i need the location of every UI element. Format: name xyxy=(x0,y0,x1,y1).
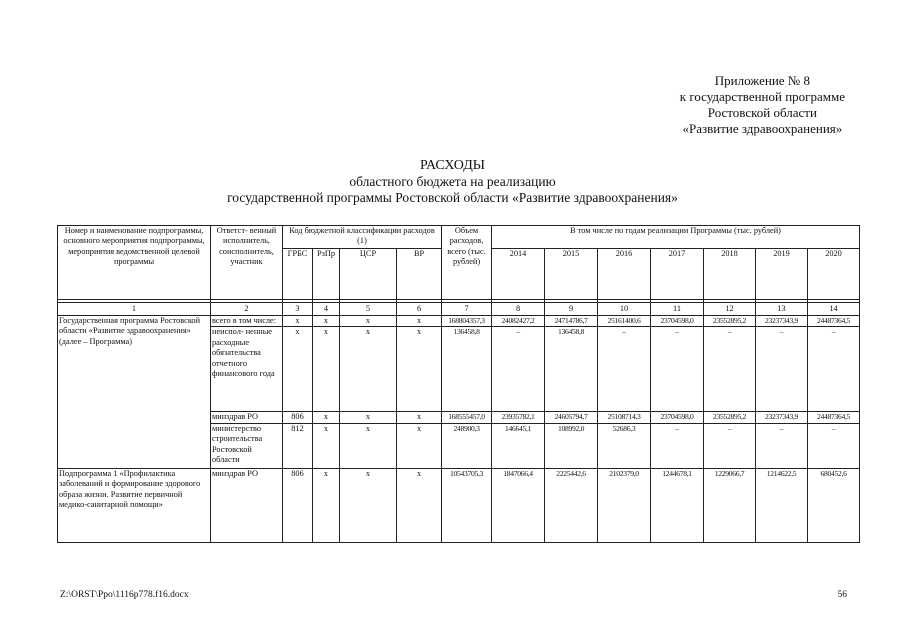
rzpr-cell: x xyxy=(313,468,340,542)
vr-cell: x xyxy=(397,327,442,412)
value-cell: 1229066,7 xyxy=(704,468,756,542)
appendix-line: «Развитие здравоохранения» xyxy=(682,121,843,136)
value-cell: 1847066,4 xyxy=(492,468,545,542)
value-cell: 25161400,6 xyxy=(598,316,651,327)
total-cell: 168804357,3 xyxy=(442,316,492,327)
value-cell: – xyxy=(704,423,756,468)
appendix-header xyxy=(680,73,845,137)
header-budget-code: Код бюджетной классификации расходов (1) xyxy=(283,226,442,249)
header-year: 2016 xyxy=(598,249,651,300)
value-cell: 2225442,6 xyxy=(545,468,598,542)
program-name: Государственная программа Ростовской области «Развитие здравоохранения» (далее – Программа) xyxy=(58,316,211,469)
executor-cell: всего в том числе: xyxy=(211,316,283,327)
header-grbs: ГРБС xyxy=(283,249,313,300)
rzpr-cell: x xyxy=(313,327,340,412)
value-cell: 680452,6 xyxy=(808,468,860,542)
appendix-line: Ростовской области xyxy=(707,105,817,120)
grbs-cell: x xyxy=(283,316,313,327)
rzpr-cell: x xyxy=(313,412,340,423)
expenses-table xyxy=(57,225,860,543)
table-row xyxy=(58,316,860,327)
vr-cell: x xyxy=(397,412,442,423)
value-cell: 108992,0 xyxy=(545,423,598,468)
value-cell: 23552895,2 xyxy=(704,316,756,327)
grbs-cell: x xyxy=(283,327,313,412)
header-year: 2020 xyxy=(808,249,860,300)
column-number: 8 xyxy=(492,303,545,316)
value-cell: 1214622,5 xyxy=(756,468,808,542)
value-cell: 2102379,0 xyxy=(598,468,651,542)
value-cell: – xyxy=(598,327,651,412)
value-cell: – xyxy=(808,423,860,468)
vr-cell: x xyxy=(397,316,442,327)
column-number: 9 xyxy=(545,303,598,316)
column-number: 14 xyxy=(808,303,860,316)
subprogram-name: Подпрограмма 1 «Профилактика заболеваний и формирование здорового образа жизни. Развитие первичной медико-санитарной помощи» xyxy=(58,468,211,542)
value-cell: 23704598,0 xyxy=(651,412,704,423)
value-cell: 146645,1 xyxy=(492,423,545,468)
column-number: 10 xyxy=(598,303,651,316)
header-vr: ВР xyxy=(397,249,442,300)
vr-cell: x xyxy=(397,468,442,542)
total-cell: 136458,8 xyxy=(442,327,492,412)
executor-cell: минздрав РО xyxy=(211,412,283,423)
column-number: 11 xyxy=(651,303,704,316)
total-cell: 10543705,3 xyxy=(442,468,492,542)
column-number: 13 xyxy=(756,303,808,316)
vr-cell: x xyxy=(397,423,442,468)
column-number: 5 xyxy=(340,303,397,316)
header-year: 2018 xyxy=(704,249,756,300)
rzpr-cell: x xyxy=(313,423,340,468)
document-title xyxy=(0,158,905,206)
value-cell: – xyxy=(756,423,808,468)
value-cell: – xyxy=(492,327,545,412)
column-number: 3 xyxy=(283,303,313,316)
header-row xyxy=(58,226,860,249)
total-cell: 168555457,0 xyxy=(442,412,492,423)
grbs-cell: 812 xyxy=(283,423,313,468)
value-cell: 25108714,3 xyxy=(598,412,651,423)
column-number-row xyxy=(58,303,860,316)
grbs-cell: 806 xyxy=(283,412,313,423)
value-cell: 24487364,5 xyxy=(808,412,860,423)
value-cell: 23237343,9 xyxy=(756,412,808,423)
file-path: Z:\ORST\Ppo\1116p778.f16.docx xyxy=(60,590,189,600)
page-number: 56 xyxy=(837,590,847,600)
value-cell: 23237343,9 xyxy=(756,316,808,327)
header-year: 2019 xyxy=(756,249,808,300)
title-line: РАСХОДЫ xyxy=(420,158,485,173)
value-cell: 24714786,7 xyxy=(545,316,598,327)
value-cell: 136458,8 xyxy=(545,327,598,412)
header-total: Объем расходов, всего (тыс. рублей) xyxy=(442,226,492,300)
csr-cell: x xyxy=(340,316,397,327)
total-cell: 248900,3 xyxy=(442,423,492,468)
header-year: 2015 xyxy=(545,249,598,300)
value-cell: – xyxy=(651,327,704,412)
value-cell: 24605794,7 xyxy=(545,412,598,423)
executor-cell: минздрав РО xyxy=(211,468,283,542)
column-number: 1 xyxy=(58,303,211,316)
value-cell: 24082427,2 xyxy=(492,316,545,327)
value-cell: 23552895,2 xyxy=(704,412,756,423)
header-executor: Ответст- венный исполнитель, соисполнитель, участник xyxy=(211,226,283,300)
column-number: 2 xyxy=(211,303,283,316)
header-rzpr: РзПр xyxy=(313,249,340,300)
column-number: 7 xyxy=(442,303,492,316)
column-number: 6 xyxy=(397,303,442,316)
title-line: государственной программы Ростовской области «Развитие здравоохранения» xyxy=(227,190,678,205)
value-cell: – xyxy=(756,327,808,412)
header-csr: ЦСР xyxy=(340,249,397,300)
executor-cell: неиспол- ненные расходные обязательства отчетного финансового года xyxy=(211,327,283,412)
value-cell: 23935782,1 xyxy=(492,412,545,423)
value-cell: 23704598,0 xyxy=(651,316,704,327)
header-year: 2014 xyxy=(492,249,545,300)
executor-cell: министерство строительства Ростовской области xyxy=(211,423,283,468)
csr-cell: x xyxy=(340,327,397,412)
value-cell: 52686,3 xyxy=(598,423,651,468)
rzpr-cell: x xyxy=(313,316,340,327)
csr-cell: x xyxy=(340,468,397,542)
value-cell: – xyxy=(808,327,860,412)
value-cell: 24487364,5 xyxy=(808,316,860,327)
table-row xyxy=(58,468,860,542)
value-cell: 1244678,1 xyxy=(651,468,704,542)
appendix-number: Приложение № 8 xyxy=(714,73,810,88)
grbs-cell: 806 xyxy=(283,468,313,542)
header-years: В том числе по годам реализации Программы (тыс. рублей) xyxy=(492,226,860,249)
header-name: Номер и наименование подпрограммы, основного мероприятия подпрограммы, мероприятия ведомственной целевой программы xyxy=(58,226,211,300)
column-number: 4 xyxy=(313,303,340,316)
csr-cell: x xyxy=(340,423,397,468)
value-cell: – xyxy=(704,327,756,412)
csr-cell: x xyxy=(340,412,397,423)
title-line: областного бюджета на реализацию xyxy=(349,174,556,189)
column-number: 12 xyxy=(704,303,756,316)
value-cell: – xyxy=(651,423,704,468)
appendix-line: к государственной программе xyxy=(679,89,845,104)
header-year: 2017 xyxy=(651,249,704,300)
